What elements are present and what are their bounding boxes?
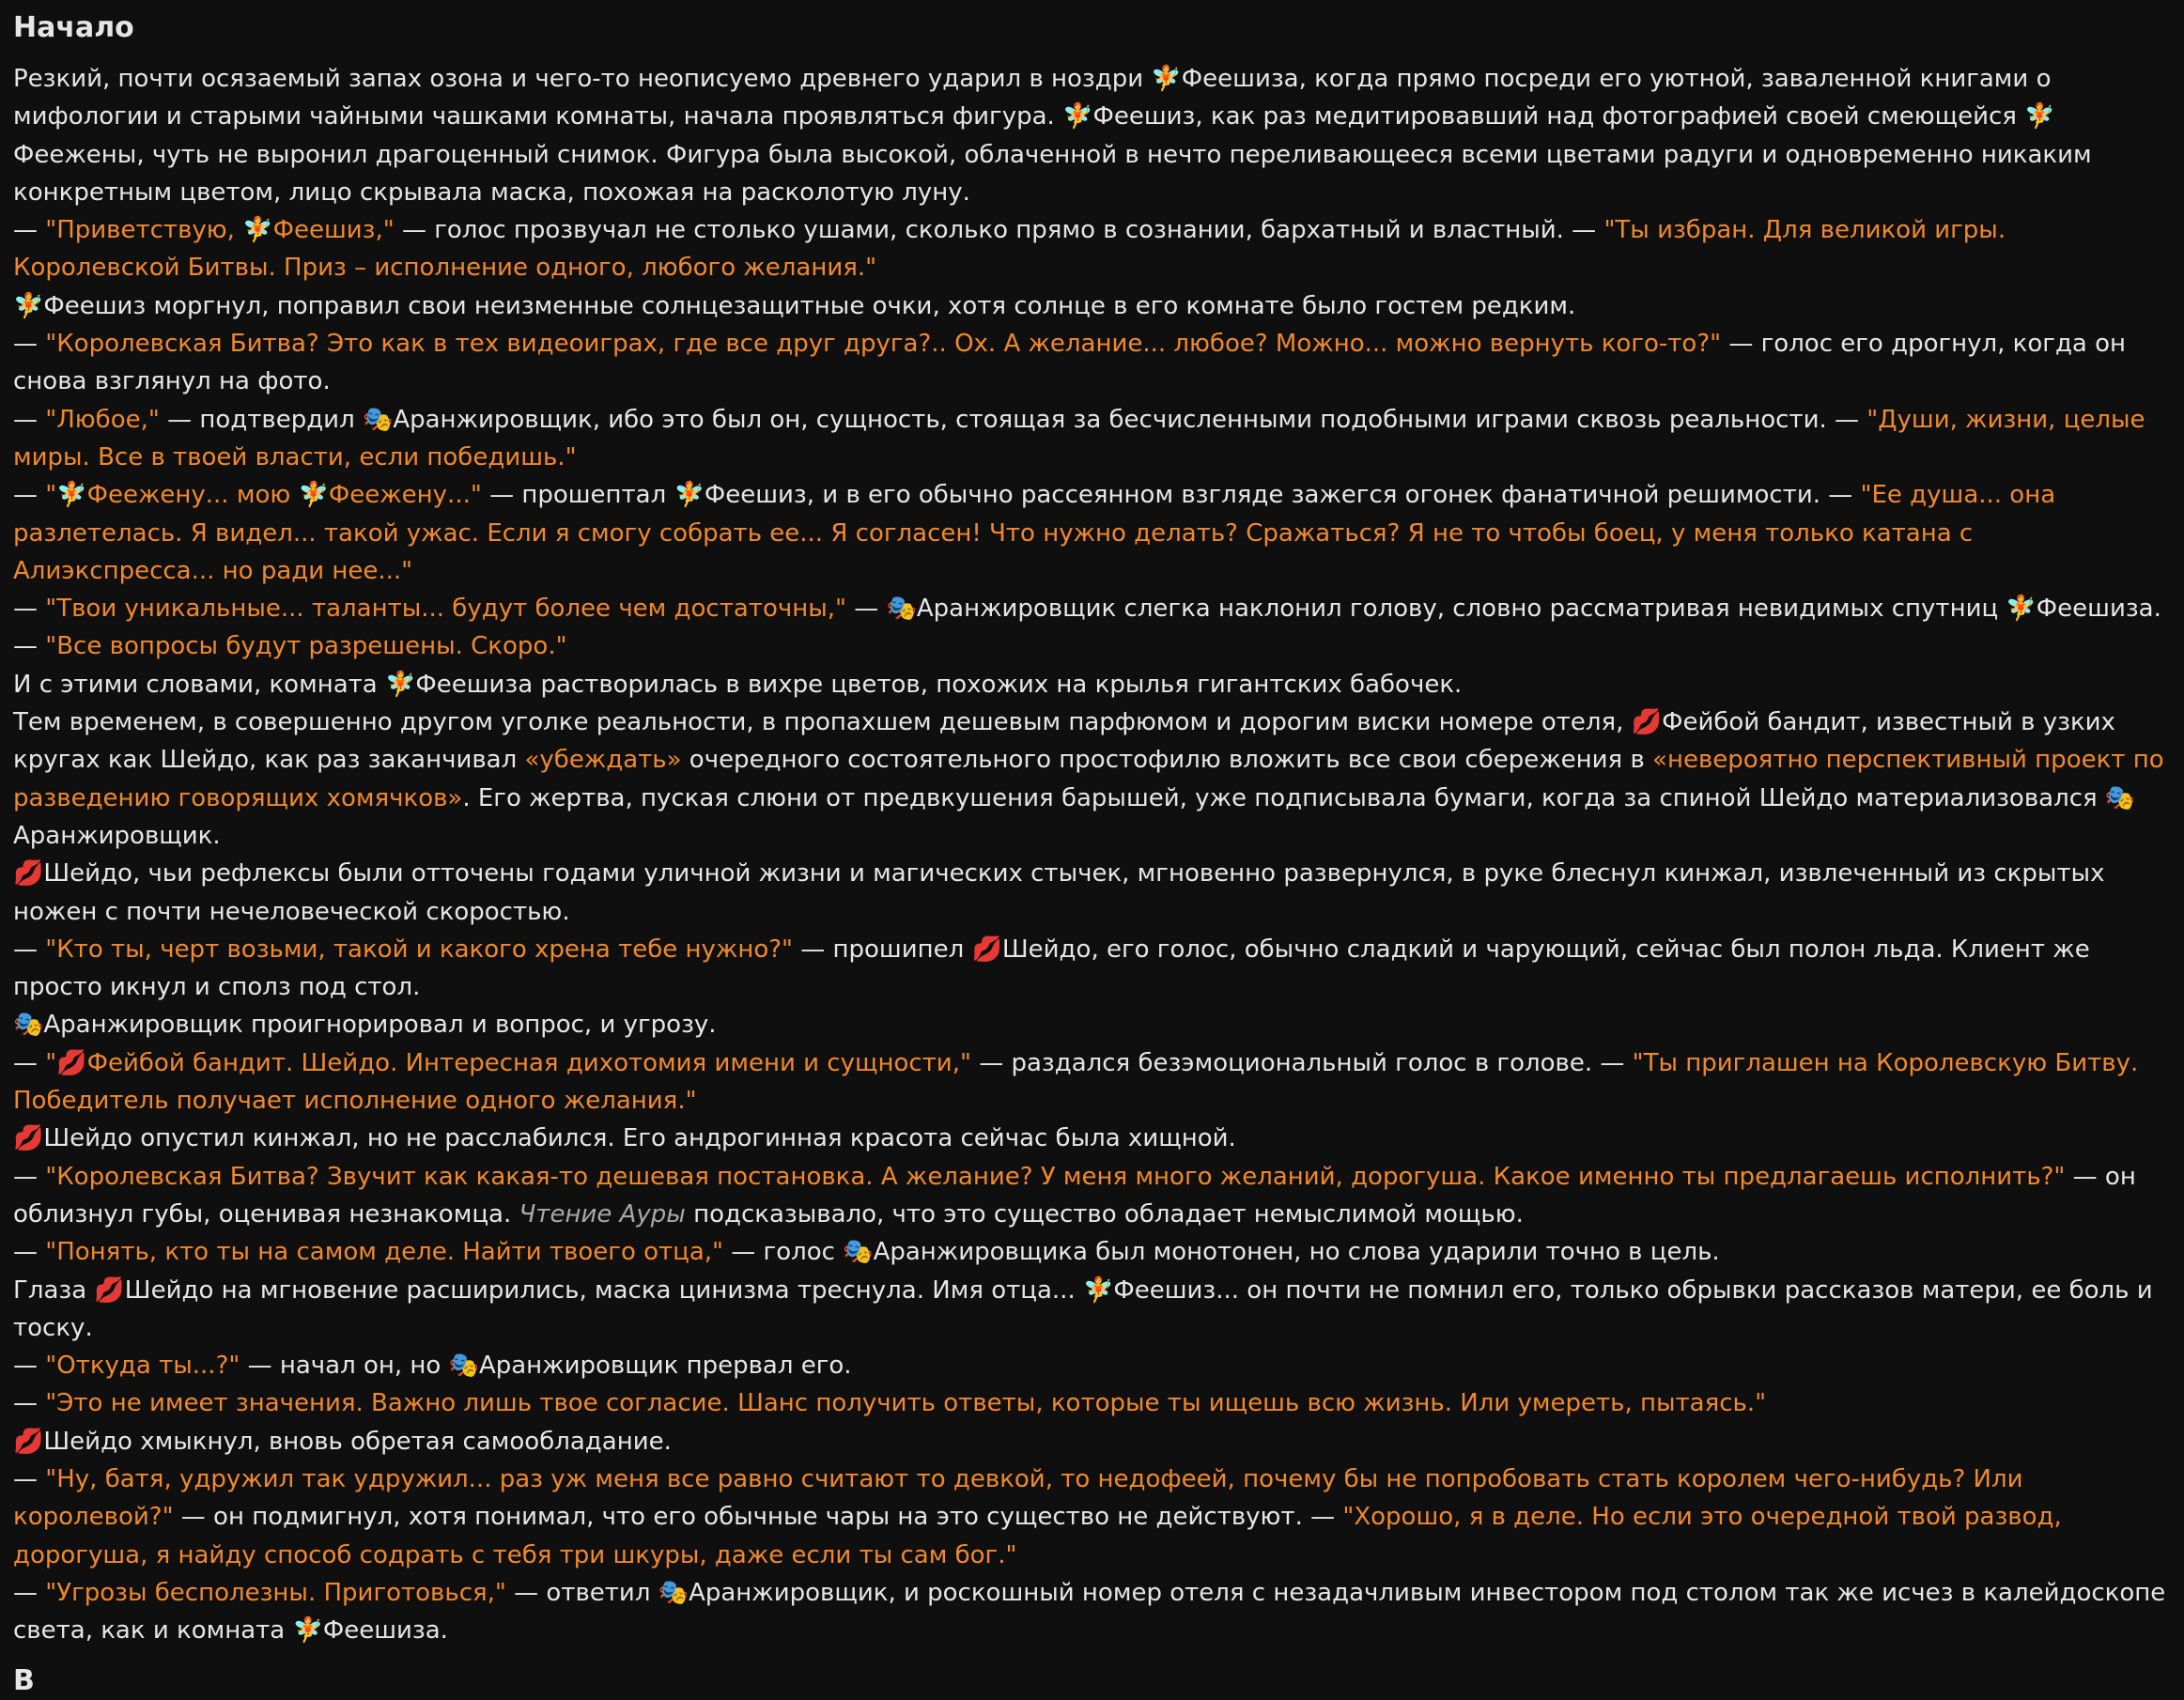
dialogue-quote: "Ты избран. Для великой игры. Королевской Битвы. Приз – исполнение одного, любого желания." <box>13 216 2006 283</box>
dialogue-quote: "Королевская Битва? Звучит как какая-то дешевая постановка. А желание? У меня много желаний, дорогуша. Какое именно ты предлагаешь исполнить?" <box>45 1162 2066 1191</box>
narration-text: — <box>13 1389 46 1418</box>
narration-text: Резкий, почти осязаемый запах озона и чего-то неописуемо древнего ударил в ноздри 🧚Феешиза, когда прямо посреди его уютной, заваленной книгами о мифологии и старыми чайными чашками комнаты, начала проявляться фигура. 🧚Феешиз, как раз медитировавший над фотографией своей смеющейся 🧚Феежены, чуть не выронил драгоценный снимок. Фигура была высокой, облаченной в нечто переливающееся всеми цветами радуги и одновременно никаким конкретным цветом, лицо скрывала маска, похожая на расколотую луну. <box>13 65 2092 207</box>
narration-text: — подтвердил 🎭Аранжировщик, ибо это был он, сущность, стоящая за бесчисленными подобными играми сквозь реальности. — <box>159 405 1867 434</box>
narration-text: 💋Шейдо опустил кинжал, но не расслабился. Его андрогинная красота сейчас была хищной. <box>13 1124 1236 1153</box>
dialogue-quote: "💋Фейбой бандит. Шейдо. Интересная дихотомия имени и сущности," <box>45 1048 971 1077</box>
narration-text: 🎭Аранжировщик проигнорировал и вопрос, и угрозу. <box>13 1011 717 1040</box>
story-paragraph <box>13 590 2171 666</box>
dialogue-quote: «невероятно перспективный проект по разведению говорящих хомячков» <box>13 746 2164 812</box>
story-paragraph <box>13 211 2171 287</box>
story-paragraph <box>13 703 2171 855</box>
narration-text: — прошептал 🧚Феешиз, и в его обычно рассеянном взгляде зажегся огонек фанатичной решимости. — <box>481 481 1861 510</box>
story-paragraph <box>13 1347 2171 1384</box>
narration-text: . Его жертва, пуская слюни от предвкушения барышей, уже подписывала бумаги, когда за спиной Шейдо материализовался 🎭Аранжировщик. <box>13 783 2136 850</box>
narration-text: — <box>13 405 46 434</box>
story-paragraph <box>13 931 2171 1007</box>
narration-text: 💋Шейдо хмыкнул, вновь обретая самообладание. <box>13 1427 672 1456</box>
story-paragraph <box>13 1006 2171 1043</box>
story-paragraph <box>13 325 2171 401</box>
narration-text: — <box>13 595 46 624</box>
narration-text: — <box>13 1238 46 1267</box>
dialogue-quote: "Хорошо, я в деле. Но если это очередной твой развод, дорогуша, я найду способ содрать с тебя три шкуры, даже если ты сам бог." <box>13 1503 2062 1569</box>
story-paragraph <box>13 1272 2171 1348</box>
next-heading-partial: В <box>13 1664 35 1698</box>
story-paragraph <box>13 1384 2171 1422</box>
dialogue-quote: "Ну, батя, удружил так удружил... раз уж меня все равно считают то девкой, то недофеей, почему бы не попробовать стать королем чего-нибудь? Или королевой?" <box>13 1464 2023 1532</box>
dialogue-quote: "Приветствую, 🧚Феешиз," <box>45 216 395 245</box>
dialogue-quote: "Откуда ты...?" <box>45 1352 240 1381</box>
dialogue-quote: "Твои уникальные... таланты... будут более чем достаточны," <box>45 595 846 624</box>
dialogue-quote: "Угрозы бесполезны. Приготовься," <box>45 1578 506 1607</box>
dialogue-quote: "Кто ты, черт возьми, такой и какого хрена тебе нужно?" <box>45 935 793 964</box>
story-paragraph <box>13 60 2171 211</box>
narration-text: — начал он, но 🎭Аранжировщик прервал его. <box>240 1352 852 1381</box>
dialogue-quote: "Любое," <box>45 405 160 434</box>
story-paragraph <box>13 401 2171 477</box>
section-heading: Начало <box>13 11 134 44</box>
narration-text: очередного состоятельного простофилю вложить все свои сбережения в <box>681 746 1653 775</box>
narration-text: 🧚Феешиз моргнул, поправил свои неизменные солнцезащитные очки, хотя солнце в его комнате было гостем редким. <box>13 291 1576 320</box>
narration-text: — раздался безэмоциональный голос в голове. — <box>970 1048 1633 1077</box>
narration-text: — <box>13 935 46 964</box>
dialogue-quote: "Ее душа... она разлетелась. Я видел... такой ужас. Если я смогу собрать ее... Я согласен! Что нужно делать? Сражаться? Я не то чтобы боец, у меня только катана с Алиэкспресса... но ради нее..." <box>13 481 2056 585</box>
narration-text: — голос 🎭Аранжировщика был монотонен, но слова ударили точно в цель. <box>723 1238 1720 1267</box>
narration-text: — голос прозвучал не столько ушами, сколько прямо в сознании, бархатный и властный. — <box>394 216 1604 245</box>
story-paragraph <box>13 1233 2171 1271</box>
narration-text: — прошипел 💋Шейдо, его голос, обычно сладкий и чарующий, сейчас был полон льда. Клиент же просто икнул и сполз под стол. <box>13 935 2090 1002</box>
narration-text: — он подмигнул, хотя понимал, что его обычные чары на это существо не действуют. — <box>173 1503 1343 1532</box>
dialogue-quote: «убеждать» <box>524 746 682 775</box>
story-paragraph <box>13 1574 2171 1650</box>
dialogue-quote: "🧚Феежену... мою 🧚Феежену..." <box>45 481 482 510</box>
story-paragraph <box>13 287 2171 325</box>
story-paragraph <box>13 1120 2171 1157</box>
dialogue-quote: "Все вопросы будут разрешены. Скоро." <box>45 632 567 661</box>
story-paragraph <box>13 476 2171 590</box>
narration-text: подсказывало, что это существо обладает немыслимой мощью. <box>685 1199 1524 1229</box>
narration-text: — <box>13 1162 46 1191</box>
story-paragraph <box>13 666 2171 703</box>
narration-text: — <box>13 1352 46 1381</box>
narration-text: — <box>13 216 46 245</box>
narration-text: — <box>13 481 46 510</box>
dialogue-quote: "Понять, кто ты на самом деле. Найти твоего отца," <box>45 1238 724 1267</box>
narration-text: 💋Шейдо, чьи рефлексы были отточены годами уличной жизни и магических стычек, мгновенно развернулся, в руке блеснул кинжал, извлеченный из скрытых ножен с почти нечеловеческой скоростью. <box>13 859 2105 926</box>
story-body <box>13 60 2171 1649</box>
story-paragraph <box>13 1158 2171 1234</box>
dialogue-quote: "Души, жизни, целые миры. Все в твоей власти, если победишь." <box>13 405 2145 471</box>
narration-text: — 🎭Аранжировщик слегка наклонил голову, словно рассматривая невидимых спутниц 🧚Феешиза. — <box>13 595 2161 661</box>
narration-text: Глаза 💋Шейдо на мгновение расширились, маска цинизма треснула. Имя отца... 🧚Феешиз... он почти не помнил его, только обрывки рассказов матери, ее боль и тоску. <box>13 1275 2153 1342</box>
narration-text: — <box>13 1578 46 1607</box>
skill-name: Чтение Ауры <box>519 1199 686 1229</box>
narration-text: Тем временем, в совершенно другом уголке реальности, в пропахшем дешевым парфюмом и дорогим виски номере отеля, 💋Фейбой бандит, известный в узких кругах как Шейдо, как раз заканчивал <box>13 708 2115 775</box>
dialogue-quote: "Это не имеет значения. Важно лишь твое согласие. Шанс получить ответы, которые ты ищешь всю жизнь. Или умереть, пытаясь." <box>45 1389 1767 1418</box>
narration-text: — <box>13 330 46 359</box>
dialogue-quote: "Королевская Битва? Это как в тех видеоиграх, где все друг друга?.. Ох. А желание... любое? Можно... можно вернуть кого-то?" <box>45 330 1722 359</box>
dialogue-quote: "Ты приглашен на Королевскую Битву. Победитель получает исполнение одного желания." <box>13 1048 2139 1116</box>
story-paragraph <box>13 1460 2171 1574</box>
story-paragraph <box>13 1044 2171 1120</box>
story-paragraph <box>13 855 2171 931</box>
story-paragraph <box>13 1423 2171 1460</box>
narration-text: — <box>13 1048 46 1077</box>
narration-text: — <box>13 1464 46 1493</box>
narration-text: — голос его дрогнул, когда он снова взглянул на фото. <box>13 330 2127 396</box>
narration-text: — он облизнул губы, оценивая незнакомца. <box>13 1162 2136 1229</box>
narration-text: И с этими словами, комната 🧚Феешиза растворилась в вихре цветов, похожих на крылья гигантских бабочек. <box>13 670 1463 699</box>
narration-text: — ответил 🎭Аранжировщик, и роскошный номер отеля с незадачливым инвестором под столом так же исчез в калейдоскопе света, как и комната 🧚Феешиза. <box>13 1578 2166 1646</box>
